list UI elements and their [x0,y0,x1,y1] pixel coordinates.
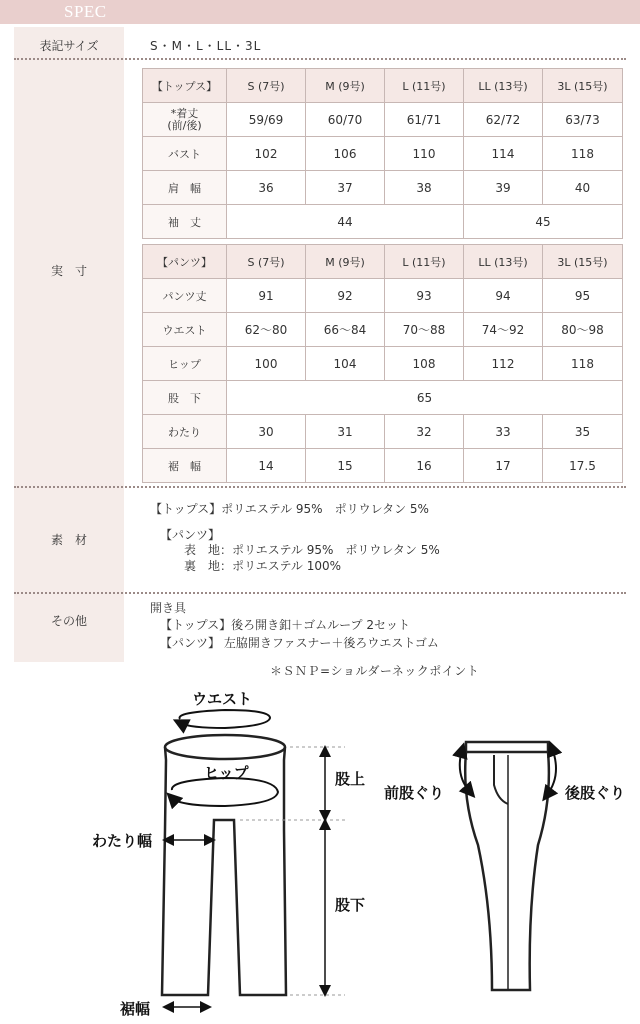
table-cell: 31 [306,415,385,449]
other-line3: 【パンツ】 左脇開きファスナー＋後ろウエストゴム [160,636,439,650]
pants-header-cell: 【パンツ】 [143,245,227,279]
row-label: わたり [143,415,227,449]
spec-title: SPEC [64,2,107,21]
row-label: バスト [143,137,227,171]
material-tops: 【トップス】ポリエステル 95% ポリウレタン 5% [150,502,429,516]
table-cell: 108 [385,347,464,381]
table-cell: 60/70 [306,103,385,137]
snp-note: ＊ＳＮＰ=ショルダーネックポイント [270,664,480,678]
tops-header-cell: S (7号) [227,69,306,103]
hem-label: 裾幅 [120,1000,151,1018]
table-cell: 66～84 [306,313,385,347]
table-cell: 118 [543,137,623,171]
row-label: 股 下 [143,381,227,415]
table-cell: 38 [385,171,464,205]
table-cell: 114 [464,137,543,171]
table-cell: 65 [227,381,623,415]
front-rise-label: 前股ぐり [384,784,445,802]
rise-label: 股上 [335,770,366,788]
row-label: 裾 幅 [143,449,227,483]
table-cell: 102 [227,137,306,171]
table-cell: 45 [464,205,623,239]
table-cell: 80～98 [543,313,623,347]
table-cell: 37 [306,171,385,205]
measure-label: 実 寸 [50,264,87,278]
table-row [143,313,623,347]
label-column [14,27,124,662]
tops-header-cell: L (11号) [385,69,464,103]
table-cell: 74～92 [464,313,543,347]
table-cell: 36 [227,171,306,205]
table-row [143,381,623,415]
table-row [143,449,623,483]
pants-header-cell: 3L (15号) [543,245,623,279]
table-cell: 106 [306,137,385,171]
row-label: ウエスト [143,313,227,347]
table-cell: 93 [385,279,464,313]
row-label: パンツ丈 [143,279,227,313]
divider [14,58,626,60]
material-pants-outer: 表 地：ポリエステル 95% ポリウレタン 5% [160,543,440,557]
other-line2: 【トップス】後ろ開き釦＋ゴムループ 2セット [160,618,411,632]
table-cell: 95 [543,279,623,313]
divider [14,592,626,594]
pants-header-cell: L (11号) [385,245,464,279]
tops-header-cell: 3L (15号) [543,69,623,103]
side-pants-illustration [465,742,549,990]
row-label: 袖 丈 [143,205,227,239]
table-cell: 92 [306,279,385,313]
pants-measure-diagram [0,680,640,1024]
table-row [143,137,623,171]
waist-label: ウエスト [192,690,253,708]
table-row [143,103,623,137]
hip-label: ヒップ [204,764,249,782]
material-label: 素 材 [50,533,87,547]
table-cell: 91 [227,279,306,313]
divider [14,486,626,488]
tops-table [142,68,623,239]
table-cell: 112 [464,347,543,381]
row-label: 肩 幅 [143,171,227,205]
table-cell: 32 [385,415,464,449]
other-line1: 開き具 [150,601,187,615]
inseam-label: 股下 [335,896,366,914]
pants-header-cell: LL (13号) [464,245,543,279]
tops-header-row [143,69,623,103]
table-row [143,205,623,239]
table-cell: 15 [306,449,385,483]
table-cell: 62～80 [227,313,306,347]
table-cell: 33 [464,415,543,449]
spec-header-bar [0,0,640,24]
table-cell: 17.5 [543,449,623,483]
row-label: ヒップ [143,347,227,381]
table-cell: 30 [227,415,306,449]
tops-header-cell: M (9号) [306,69,385,103]
table-cell: 44 [227,205,464,239]
tops-header-cell: 【トップス】 [143,69,227,103]
table-row [143,347,623,381]
pants-header-row [143,245,623,279]
table-cell: 61/71 [385,103,464,137]
table-row [143,279,623,313]
table-cell: 118 [543,347,623,381]
pants-table [142,244,623,483]
size-values: S・M・L・LL・3L [150,39,262,53]
material-pants-title: 【パンツ】 [160,528,221,542]
other-label: その他 [50,614,87,628]
table-cell: 100 [227,347,306,381]
pants-header-cell: S (7号) [227,245,306,279]
back-rise-label: 後股ぐり [565,784,626,802]
table-cell: 94 [464,279,543,313]
table-cell: 14 [227,449,306,483]
table-row [143,171,623,205]
table-cell: 17 [464,449,543,483]
table-cell: 104 [306,347,385,381]
table-cell: 63/73 [543,103,623,137]
table-cell: 35 [543,415,623,449]
tops-header-cell: LL (13号) [464,69,543,103]
table-row [143,415,623,449]
material-pants-inner: 裏 地：ポリエステル 100% [160,559,342,573]
table-cell: 39 [464,171,543,205]
row-label: *着丈 (前/後) [143,103,227,137]
pants-header-cell: M (9号) [306,245,385,279]
table-cell: 16 [385,449,464,483]
table-cell: 70～88 [385,313,464,347]
table-cell: 62/72 [464,103,543,137]
size-label: 表記サイズ [39,39,99,53]
table-cell: 40 [543,171,623,205]
waist-arrow [180,710,270,728]
table-cell: 110 [385,137,464,171]
thigh-label: わたり幅 [92,832,153,850]
table-cell: 59/69 [227,103,306,137]
